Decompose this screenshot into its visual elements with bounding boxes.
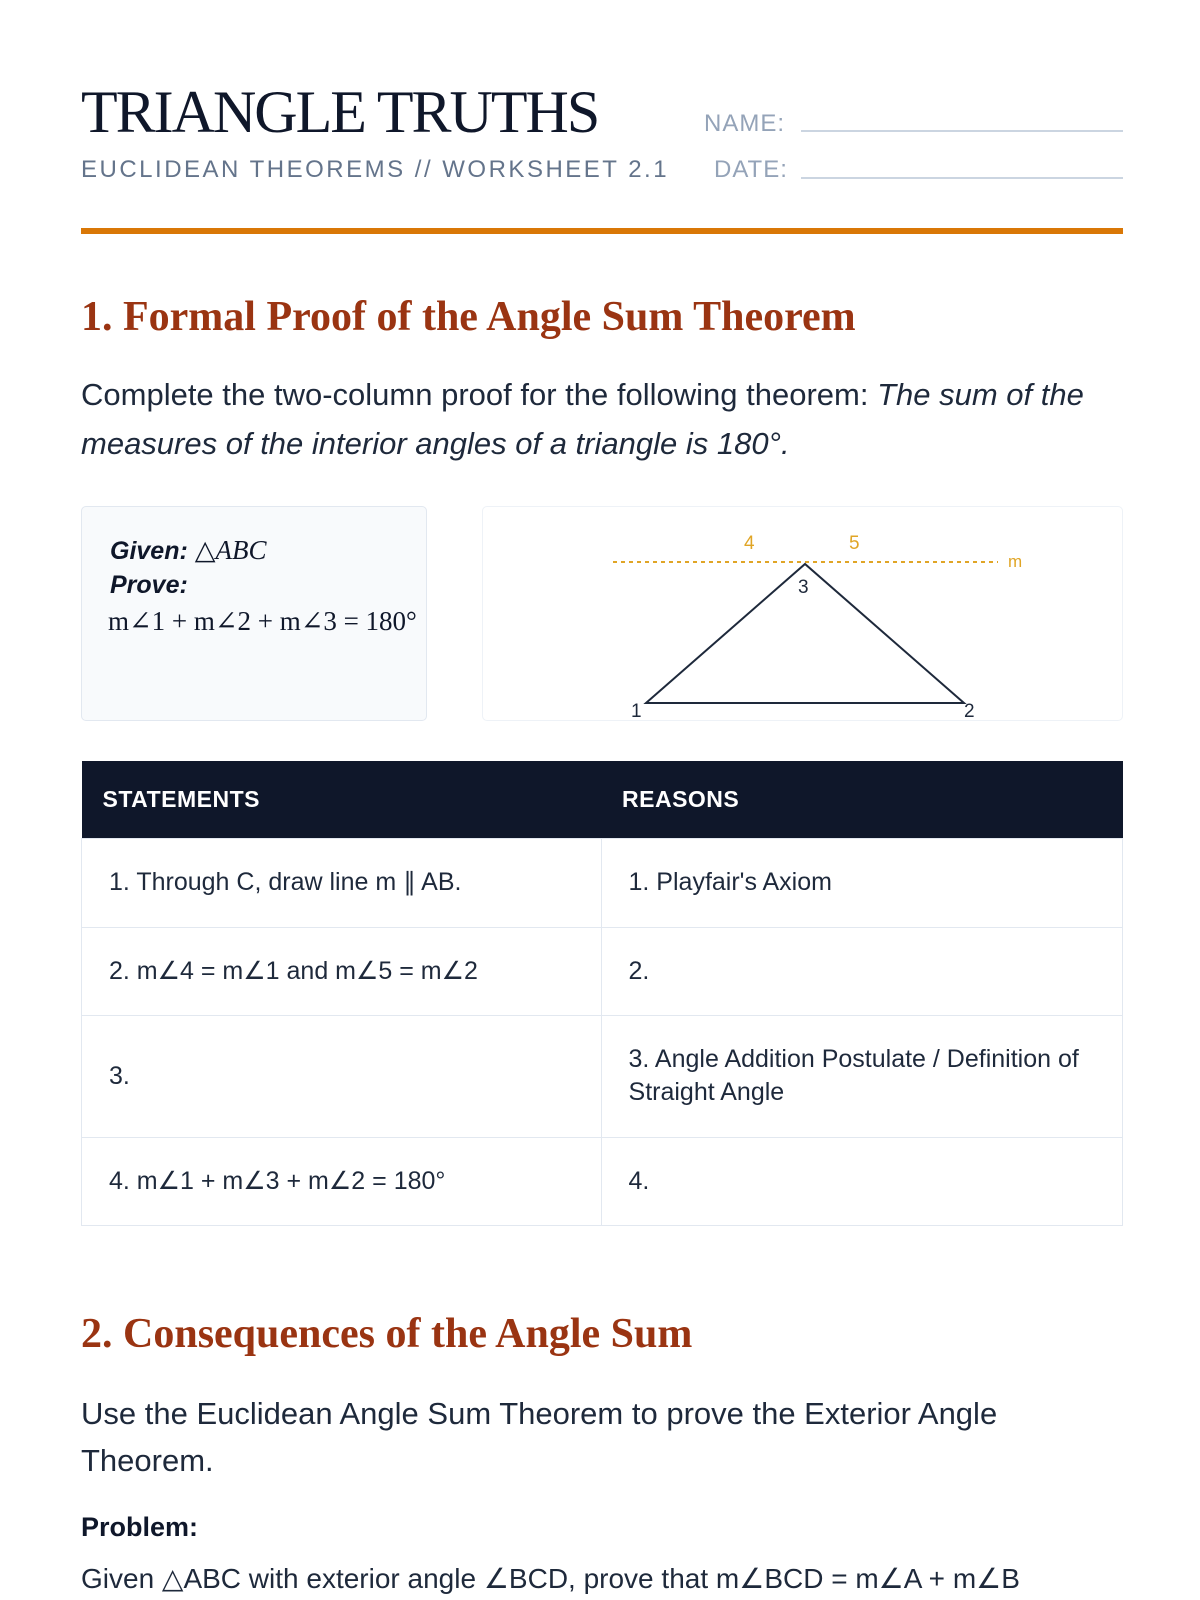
table-row	[82, 1137, 1123, 1225]
intro-theorem: The sum of the measures of the interior angles of a triangle is 180°.	[81, 377, 1084, 461]
statements-header: STATEMENTS	[82, 761, 602, 838]
angle-1-label: 1	[631, 701, 642, 722]
statement-cell[interactable]: 4. m∠1 + m∠3 + m∠2 = 180°	[82, 1137, 602, 1225]
given-label: Given:	[110, 537, 188, 565]
reason-cell[interactable]: 1. Playfair's Axiom	[601, 838, 1122, 927]
date-field[interactable]	[801, 177, 1123, 179]
angle-5-label: 5	[849, 533, 860, 554]
given-row	[110, 533, 398, 568]
proof-table	[81, 761, 1123, 1226]
date-label: DATE:	[714, 156, 788, 183]
reason-cell[interactable]: 4.	[601, 1137, 1122, 1225]
header-divider	[81, 228, 1123, 234]
problem-label: Problem:	[81, 1512, 199, 1542]
section-1-intro	[81, 370, 1123, 468]
problem-text: Given △ABC with exterior angle ∠BCD, prove that m∠BCD = m∠A + m∠B	[81, 1563, 1020, 1594]
reason-cell[interactable]: 3. Angle Addition Postulate / Definition of Straight Angle	[601, 1015, 1122, 1137]
name-field[interactable]	[801, 130, 1123, 132]
given-prove-box	[81, 506, 427, 721]
table-row	[82, 927, 1123, 1015]
table-row	[82, 838, 1123, 927]
statement-cell[interactable]: 3.	[82, 1015, 602, 1137]
prove-equation: m∠1 + m∠2 + m∠3 = 180°	[108, 606, 417, 636]
intro-plain: Complete the two-column proof for the following theorem:	[81, 377, 878, 412]
section-2-heading: 2. Consequences of the Angle Sum	[81, 1311, 693, 1357]
angle-3-label: 3	[798, 577, 809, 598]
proof-table-header	[82, 761, 1123, 838]
worksheet-title: TRIANGLE TRUTHS	[81, 79, 599, 145]
reason-cell[interactable]: 2.	[601, 927, 1122, 1015]
section-1-heading: 1. Formal Proof of the Angle Sum Theorem	[81, 294, 856, 340]
triangle-diagram	[482, 506, 1123, 721]
reasons-header: REASONS	[601, 761, 1122, 838]
angle-2-label: 2	[964, 701, 975, 722]
prove-row	[110, 568, 398, 602]
line-m-label: m	[1008, 552, 1023, 571]
statement-cell[interactable]: 1. Through C, draw line m ∥ AB.	[82, 838, 602, 927]
prove-label: Prove:	[110, 571, 188, 599]
given-value: △ABC	[194, 535, 267, 565]
name-label: NAME:	[704, 110, 786, 137]
table-row	[82, 1015, 1123, 1137]
worksheet-subtitle: EUCLIDEAN THEOREMS // WORKSHEET 2.1	[81, 156, 670, 183]
section-2-task: Use the Euclidean Angle Sum Theorem to prove the Exterior Angle Theorem.	[81, 1396, 998, 1478]
triangle-svg	[483, 507, 1124, 722]
angle-4-label: 4	[744, 533, 755, 554]
statement-cell[interactable]: 2. m∠4 = m∠1 and m∠5 = m∠2	[82, 927, 602, 1015]
